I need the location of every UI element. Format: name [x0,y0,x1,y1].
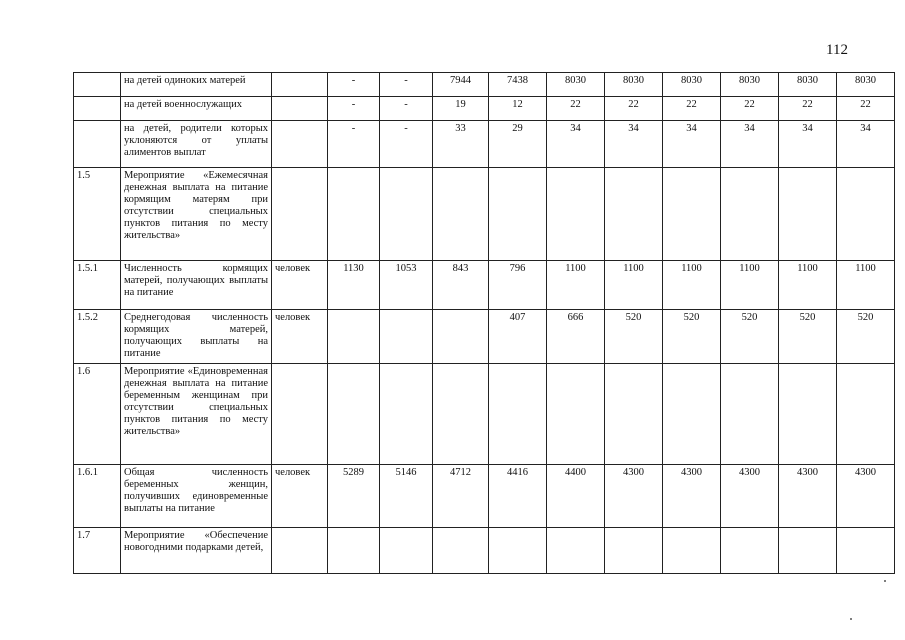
value-cell: 666 [547,310,605,364]
value-cell [489,364,547,465]
value-cell: 22 [779,97,837,121]
row-code: 1.6 [74,364,121,465]
table-row [74,364,895,465]
data-table [73,72,895,574]
row-description: Численность кормящих матерей, получающих выплаты на питание [121,261,272,310]
value-cell: 34 [605,121,663,168]
value-cell: 1130 [328,261,380,310]
value-cell [547,168,605,261]
value-cell: 4300 [605,465,663,528]
row-unit [272,97,328,121]
value-cell [663,528,721,574]
row-description: на детей, родители которых уклоняются от уплаты алиментов выплат [121,121,272,168]
value-cell [380,528,433,574]
value-cell: 4300 [779,465,837,528]
value-cell: 520 [663,310,721,364]
value-cell: 34 [663,121,721,168]
value-cell: 19 [433,97,489,121]
row-unit [272,73,328,97]
value-cell [433,168,489,261]
value-cell: - [328,97,380,121]
row-unit [272,121,328,168]
value-cell [779,168,837,261]
row-code: 1.5.1 [74,261,121,310]
value-cell: - [328,73,380,97]
row-description: Мероприятие «Единовременная денежная выплата на питание беременным женщинам при отсутствии специальных пунктов питания по месту жительства» [121,364,272,465]
value-cell [380,168,433,261]
value-cell [328,528,380,574]
table-row [74,121,895,168]
value-cell: 4416 [489,465,547,528]
value-cell: 12 [489,97,547,121]
value-cell [547,364,605,465]
table-row [74,261,895,310]
value-cell [605,528,663,574]
value-cell [605,364,663,465]
row-description: Мероприятие «Ежемесячная денежная выплата на питание кормящим матерям при отсутствии специальных пунктов питания по месту жительства» [121,168,272,261]
value-cell: 796 [489,261,547,310]
value-cell [779,364,837,465]
value-cell: 843 [433,261,489,310]
row-description: Общая численность беременных женщин, получивших единовременные выплаты на питание [121,465,272,528]
value-cell: 8030 [779,73,837,97]
row-description: Среднегодовая численность кормящих матерей, получающих выплаты на питание [121,310,272,364]
value-cell [433,528,489,574]
value-cell: 4300 [837,465,895,528]
value-cell: - [328,121,380,168]
row-description: на детей одиноких матерей [121,73,272,97]
scan-speck [884,580,886,582]
row-unit: человек [272,310,328,364]
value-cell [328,364,380,465]
value-cell: 22 [663,97,721,121]
value-cell: 520 [605,310,663,364]
table-row [74,528,895,574]
value-cell [380,364,433,465]
value-cell: 1053 [380,261,433,310]
row-unit [272,168,328,261]
value-cell: 34 [837,121,895,168]
value-cell: 34 [547,121,605,168]
value-cell [489,528,547,574]
value-cell: 8030 [663,73,721,97]
table-row [74,310,895,364]
row-code: 1.6.1 [74,465,121,528]
value-cell [721,528,779,574]
value-cell: 22 [837,97,895,121]
scan-speck [850,618,852,620]
value-cell: 1100 [721,261,779,310]
row-code [74,73,121,97]
page-number: 112 [826,42,848,58]
value-cell: 1100 [605,261,663,310]
value-cell: 407 [489,310,547,364]
value-cell: 8030 [547,73,605,97]
value-cell: 1100 [779,261,837,310]
row-description: Мероприятие «Обеспечение новогодними подарками детей, [121,528,272,574]
row-code [74,97,121,121]
value-cell: 8030 [721,73,779,97]
value-cell [721,168,779,261]
row-code: 1.7 [74,528,121,574]
table-row [74,168,895,261]
value-cell: 22 [547,97,605,121]
value-cell: 8030 [837,73,895,97]
value-cell: 520 [779,310,837,364]
value-cell: 34 [779,121,837,168]
value-cell: 34 [721,121,779,168]
value-cell [721,364,779,465]
value-cell: 29 [489,121,547,168]
value-cell: 7944 [433,73,489,97]
value-cell [489,168,547,261]
row-code: 1.5.2 [74,310,121,364]
value-cell [328,168,380,261]
value-cell: 33 [433,121,489,168]
value-cell [837,528,895,574]
table-row [74,465,895,528]
row-unit: человек [272,261,328,310]
value-cell: 8030 [605,73,663,97]
value-cell [433,364,489,465]
value-cell: - [380,121,433,168]
row-unit: человек [272,465,328,528]
row-unit [272,528,328,574]
value-cell [547,528,605,574]
value-cell: 22 [605,97,663,121]
value-cell: 5289 [328,465,380,528]
value-cell: 1100 [547,261,605,310]
value-cell [837,364,895,465]
value-cell [663,364,721,465]
value-cell [663,168,721,261]
row-unit [272,364,328,465]
value-cell: 520 [837,310,895,364]
value-cell: 520 [721,310,779,364]
row-description: на детей военнослужащих [121,97,272,121]
row-code: 1.5 [74,168,121,261]
value-cell [779,528,837,574]
value-cell: 5146 [380,465,433,528]
value-cell: 4400 [547,465,605,528]
table-row [74,97,895,121]
table-row [74,73,895,97]
value-cell: 22 [721,97,779,121]
value-cell [837,168,895,261]
value-cell [380,310,433,364]
row-code [74,121,121,168]
value-cell: 4300 [663,465,721,528]
value-cell: 1100 [837,261,895,310]
value-cell: 4712 [433,465,489,528]
value-cell: - [380,73,433,97]
value-cell: 1100 [663,261,721,310]
value-cell: 4300 [721,465,779,528]
value-cell [328,310,380,364]
value-cell [605,168,663,261]
value-cell: - [380,97,433,121]
value-cell: 7438 [489,73,547,97]
value-cell [433,310,489,364]
